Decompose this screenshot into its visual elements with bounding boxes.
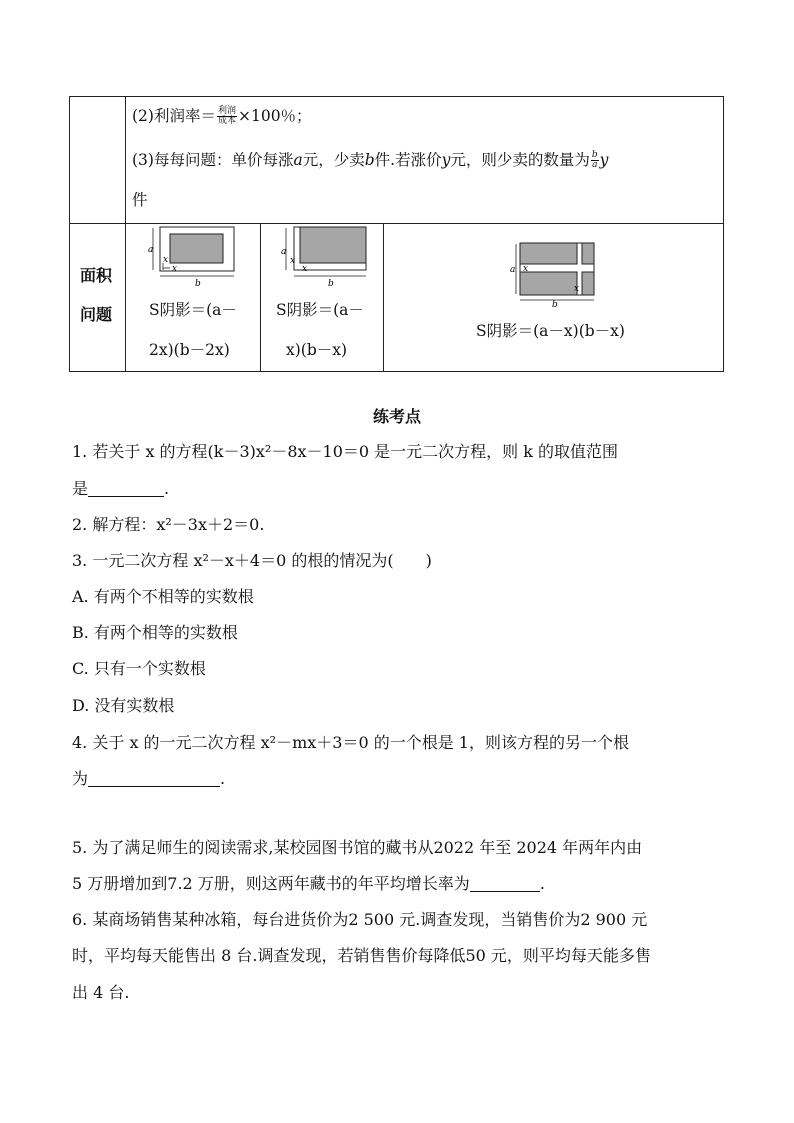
- fig1-area-formula: S阴影＝(a－: [149, 301, 237, 319]
- svg-text:x: x: [302, 264, 308, 274]
- answer-blank[interactable]: [470, 877, 540, 892]
- option-d[interactable]: D. 没有实数根: [72, 696, 175, 715]
- question-4-line-2: 为 .: [72, 769, 226, 788]
- svg-text:b: b: [552, 300, 558, 310]
- svg-text:a: a: [281, 247, 287, 257]
- question-6-line-2: 时，平均每天能售出 8 台.调查发现，若销售售价每降低50 元，则平均每天能多售: [72, 946, 651, 965]
- area-figure-border-shade: [148, 226, 239, 289]
- price-change-rule: (3)每每问题：单价每涨a元，少卖b件.若涨价y元，则少卖的数量为 $\frac{b}{a}$ y: [132, 150, 609, 171]
- svg-text:x: x: [574, 284, 580, 294]
- table-row-divider: [70, 223, 723, 224]
- table-col-divider: [383, 223, 384, 371]
- profit-cost-fraction: $\frac{\text{利润}}{\text{成本}}$: [217, 106, 236, 127]
- question-6-line-1: 6. 某商场销售某种冰箱，每台进货价为2 500 元.调查发现，当销售价为2 900 元: [72, 910, 648, 929]
- svg-text:x: x: [163, 255, 169, 265]
- question-4-line-1: 4. 关于 x 的一元二次方程 x²－mx＋3＝0 的一个根是 1，则该方程的另一个根: [72, 733, 629, 752]
- option-a[interactable]: A. 有两个不相等的实数根: [72, 587, 254, 606]
- question-1-line-2: 是 .: [72, 479, 170, 498]
- answer-blank[interactable]: [88, 772, 220, 787]
- svg-text:x: x: [523, 264, 529, 274]
- fig2-area-formula: S阴影＝(a－: [276, 301, 364, 319]
- question-1-line-1: 1. 若关于 x 的方程(k－3)x²－8x－10＝0 是一元二次方程，则 k 的取值范围: [72, 442, 619, 461]
- fig1-area-formula-cont: 2x)(b－2x): [149, 341, 230, 359]
- area-figure-cross-road: [510, 239, 600, 310]
- table-col-divider: [125, 97, 126, 371]
- section-title: 练考点: [372, 407, 421, 426]
- question-6-line-3: 出 4 台.: [72, 983, 130, 1002]
- area-figure-corner-shade: [280, 226, 370, 289]
- question-5-line-1: 5. 为了满足师生的阅读需求,某校园图书馆的藏书从2022 年至 2024 年两年内由: [72, 838, 643, 857]
- svg-text:b: b: [195, 279, 201, 289]
- question-2: 2. 解方程：x²－3x＋2＝0.: [72, 515, 265, 534]
- option-b[interactable]: B. 有两个相等的实数根: [72, 623, 238, 642]
- svg-text:a: a: [510, 265, 516, 275]
- fig2-area-formula-cont: x)(b－x): [286, 341, 348, 359]
- formula-table: [69, 96, 724, 372]
- b-over-a-fraction: $\frac{b}{a}$: [591, 150, 598, 171]
- option-c[interactable]: C. 只有一个实数根: [72, 659, 206, 678]
- svg-text:b: b: [328, 279, 334, 289]
- table-col-divider: [260, 223, 261, 371]
- fig3-area-formula: S阴影＝(a－x)(b－x): [476, 322, 625, 340]
- question-3: 3. 一元二次方程 x²－x＋4＝0 的根的情况为( ): [72, 551, 432, 570]
- svg-text:x: x: [172, 264, 178, 274]
- question-5-line-2: 5 万册增加到7.2 万册，则这两年藏书的年平均增长率为 .: [72, 874, 545, 893]
- area-problem-label-2: 问题: [80, 305, 113, 324]
- profit-rate-formula: (2)利润率＝ $\frac{\text{利润}}{\text{成本}}$ ×100％；: [132, 106, 312, 127]
- svg-text:a: a: [148, 245, 154, 255]
- area-problem-label-1: 面积: [80, 266, 113, 285]
- price-change-rule-end: 件: [132, 191, 148, 209]
- svg-text:x: x: [290, 256, 296, 266]
- answer-blank[interactable]: [88, 482, 164, 497]
